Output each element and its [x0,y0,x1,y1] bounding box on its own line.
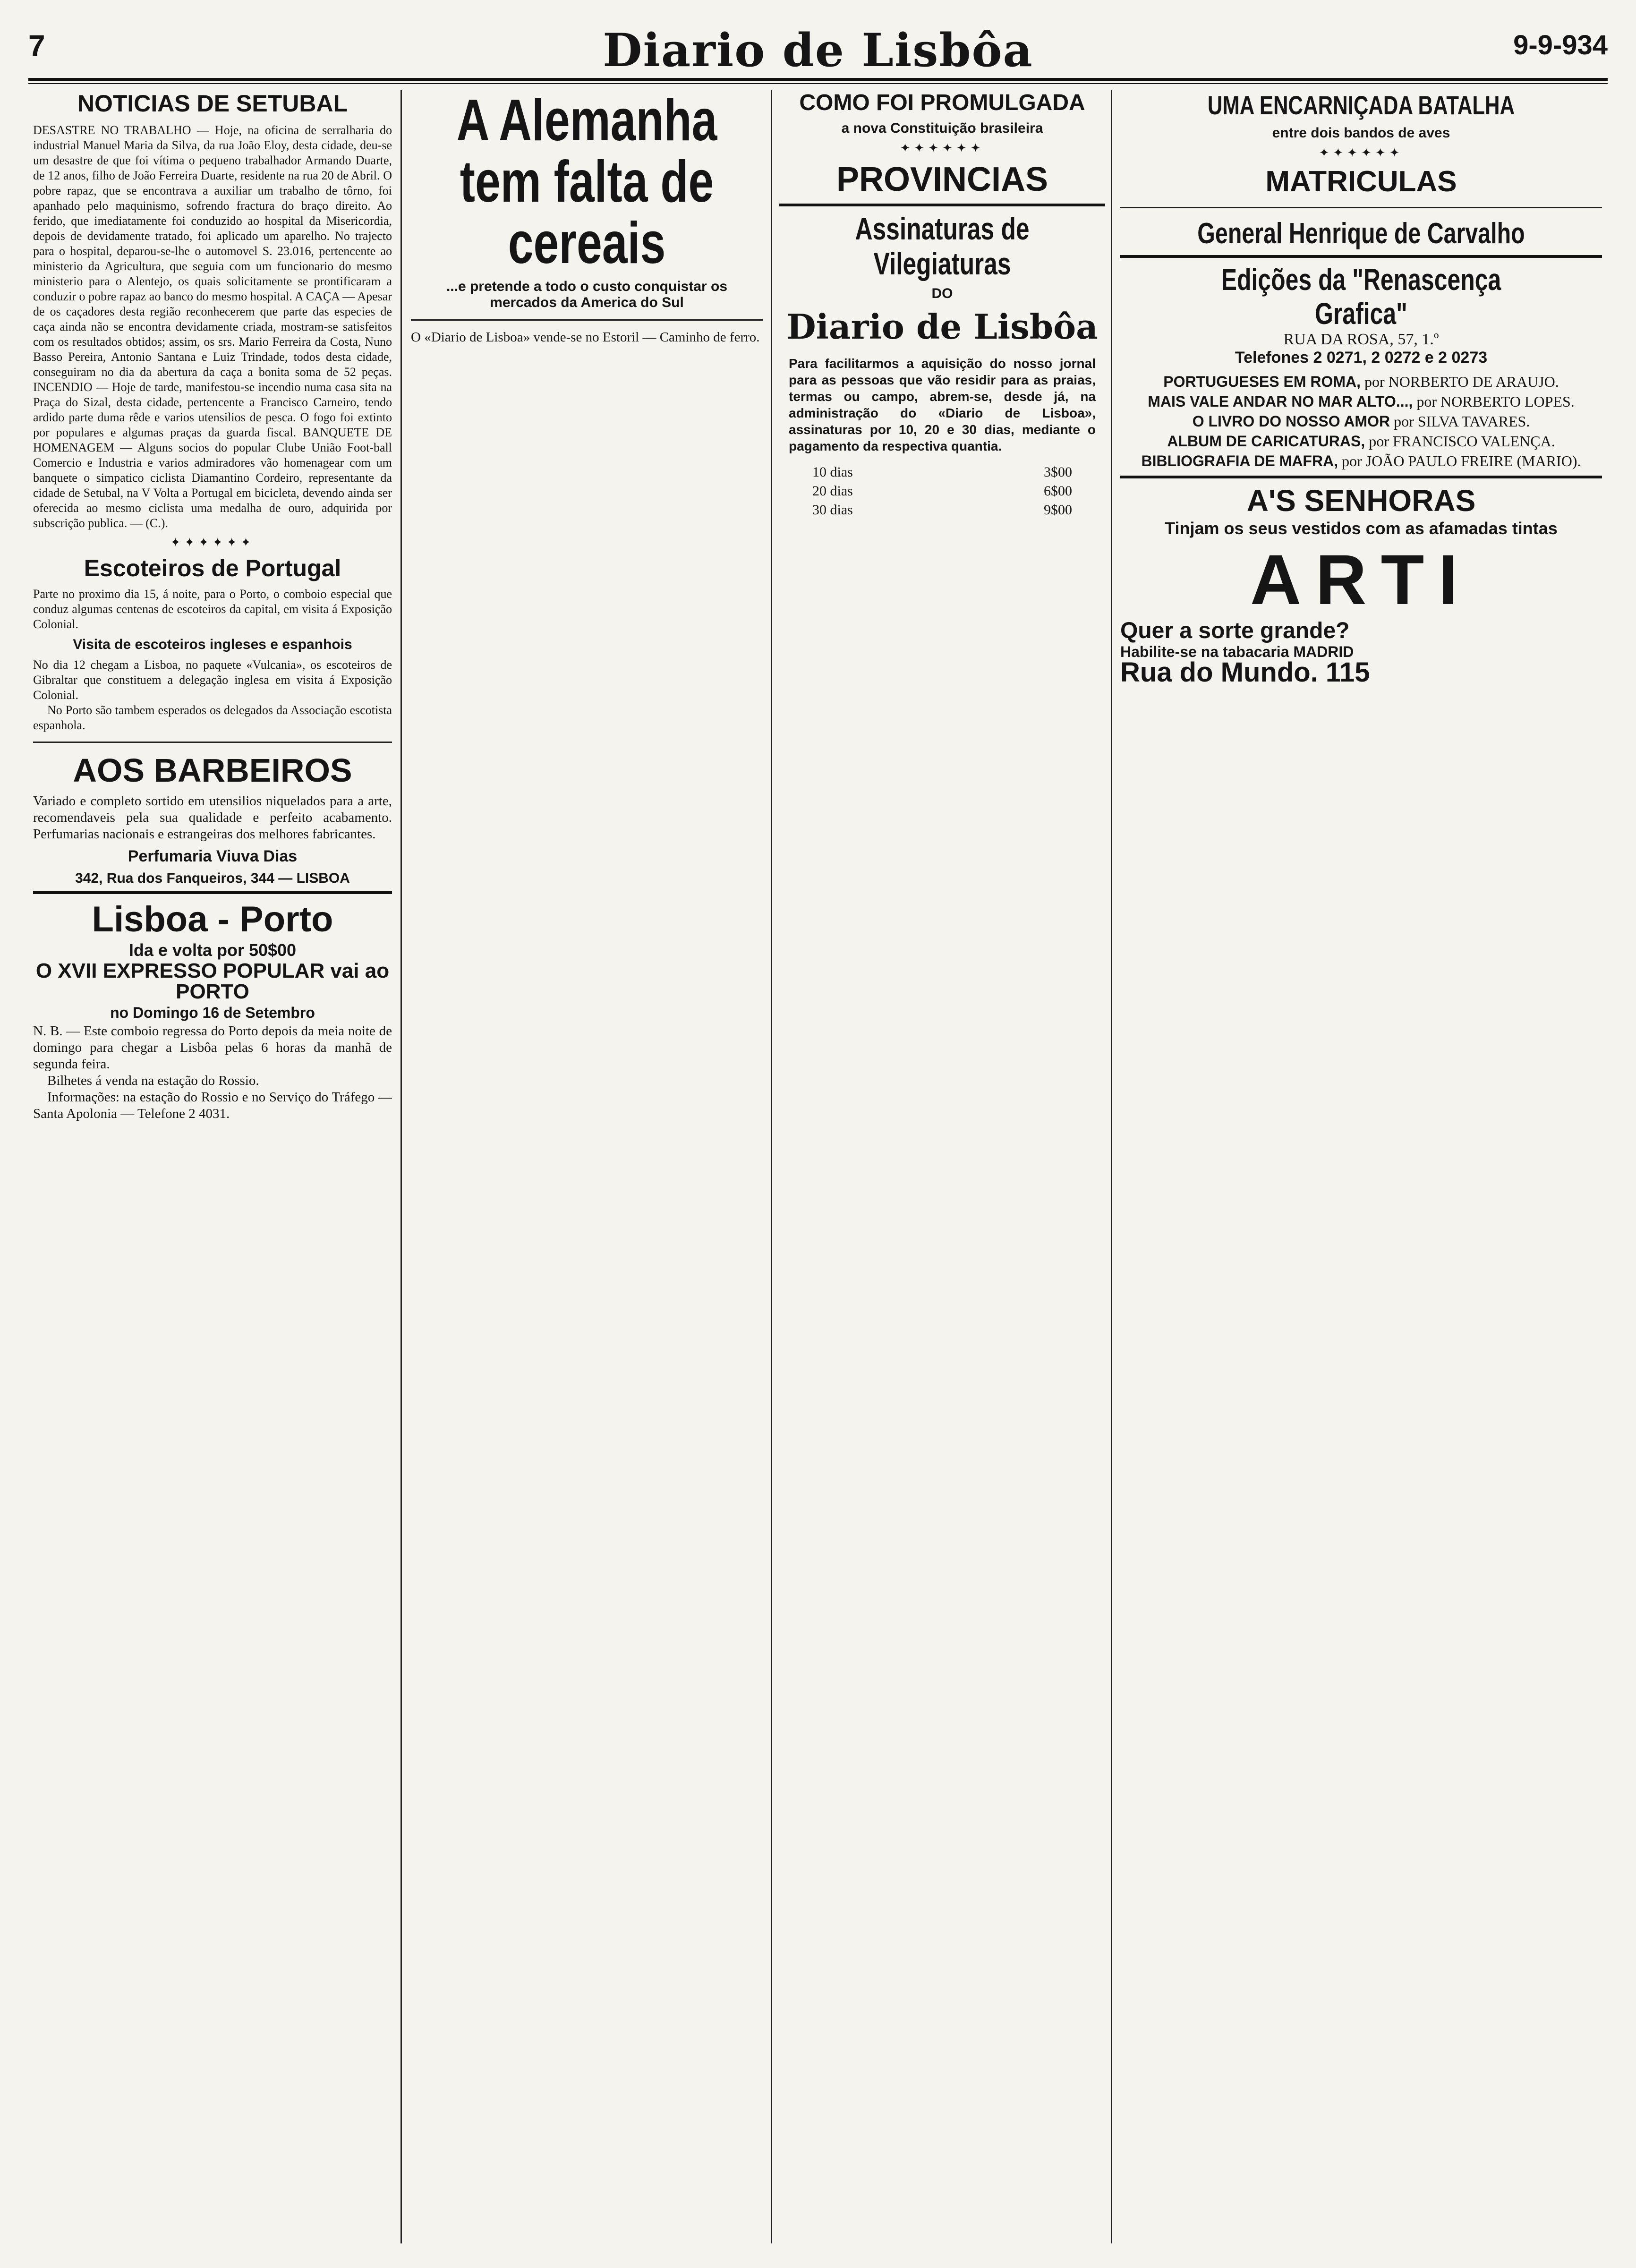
column-3 [779,90,1105,2243]
perfumaria-address: 342, Rua dos Fanqueiros, 344 — LISBOA [75,870,350,886]
assinaturas-do: DO [931,286,953,301]
column-2 [411,90,763,2243]
constituicao-headline: COMO FOI PROMULGADA [799,90,1085,115]
column-rule [400,90,402,2243]
edicoes-address: RUA DA ROSA, 57, 1.º [1283,331,1439,348]
senhoras-ad-text: Tinjam os seus vestidos com as afamadas tintas [1165,519,1558,538]
assinaturas-ad-title: Assinaturas de Vilegiaturas [855,211,1030,281]
setubal-article: DESASTRE NO TRABALHO — Hoje, na oficina de serralharia do industrial Manuel Maria da Silva, da rua João Eloy, desta cidade, deu-se um desastre de que foi vítima o pequeno trabalhador Armando Duarte, de 12 anos, filho de João Ferreira Duarte, residente na rua 20 de Abril. O pobre rapaz, que se encontrava a auxiliar um trabalho de tôrno, foi apanhado pelo maquinismo, sofrendo fractura do braço direito. Ao ferido, que imediatamente foi conduzido ao hospital da Misericordia, depois de devidamente tratado, foi aplicado um aparelho. No trajecto para o hospital, deparou-se-lhe o automovel S. 23.016, pertencente ao ministerio da Agricultura, que seguia com um funcionario do mesmo ministerio para o Alentejo, os quais solicitamente se prontificaram a conduzir o pobre rapaz ao banco do mesmo hospital. A CAÇA — Apesar de os caçadores desta região reconhecerem que parte das especies de caça ainda não se encontra devidamente criada, mostram-se satisfeitos com os resultados obtidos; assim, os srs. Mario Ferreira da Costa, Nuno Basso Pereira, Antonio Santana e Luiz Trindade, todos desta cidade, conseguiram no dia da abertura da caça a bonita soma de 52 peças. INCENDIO — Hoje de tarde, manifestou-se incendio numa casa sita na Praça do Sizal, desta cidade, pertencente a Francisco Carneiro, tendo ardido parte duma rêde e varios utensilios de pesca. O fogo foi extinto por populares e algumas praças da guarda fiscal. BANQUETE DE HOMENAGEM — Alguns socios do popular Clube União Foot-ball Comercio e Industria e varios admiradores vão homenagear com um banquete o simpatico ciclista Diamantino Cordeiro, representante da cidade de Setubal, na V Volta a Portugal em bicicleta, devendo ainda ser oferecida ao mesmo ciclista uma medalha de ouro, adquirida por subscrição publica. — (C.). [33,123,392,530]
ad-rule [33,891,392,894]
expresso-bilhetes: Bilhetes á venda na estação do Rossio. [47,1073,259,1088]
newspaper-title: Diario de Lisbôa [603,24,1033,77]
book-item: O LIVRO DO NOSSO AMOR por SILVA TAVARES. [1192,413,1530,430]
escoteiros-article-2: Parte no proximo dia 15, á noite, para o Porto, o comboio especial que conduz algumas centenas de escoteiros da capital, em visita á Exposição Colonial. [33,587,392,631]
ornament-divider: ✦✦✦✦✦✦ [170,536,255,549]
provincias-headline: PROVINCIAS [836,161,1048,198]
arti-brand: ARTI [1250,540,1472,619]
column-4 [1120,90,1602,2243]
price-row: 20 dias 6$00 [812,483,1072,499]
column-rule [1111,90,1112,2243]
book-list [1120,372,1602,471]
assinaturas-paper-name: Diario de Lisbôa [786,307,1098,347]
estoril-notice: O «Diario de Lisboa» vende-se no Estoril — Caminho de ferro. [411,330,760,345]
book-item: BIBLIOGRAFIA DE MAFRA, por JOÃO PAULO FREIRE (MARIO). [1141,452,1581,469]
expresso-nb: N. B. — Este comboio regressa do Porto depois da meia noite de domingo para chegar a Lisbôa pelas 6 horas da manhã de segunda feira. [33,1023,392,1072]
ad-rule [779,204,1105,206]
escoteiros-headline: Escoteiros de Portugal [84,555,341,581]
batalha-headline: UMA ENCARNIÇADA BATALHA [1207,90,1515,120]
ornament-divider: ✦✦✦✦✦✦ [900,141,985,155]
assinaturas-ad-text: Para facilitarmos a aquisição do nosso jornal para as pessoas que vão residir para as praias, termas ou campo, abrem-se, desde já, na administração do «Diario de Lisboa», assinaturas por 10, 20 e 30 dias, mediante o pagamento da respectiva quantia. [789,356,1096,453]
edicoes-telephones: Telefones 2 0271, 2 0272 e 2 0273 [1235,349,1488,367]
column-1 [33,90,392,2243]
ida-volta-price: Ida e volta por 50$00 [128,940,297,960]
alemanha-headline: A Alemanha tem falta de cereais [456,90,717,276]
expresso-popular: O XVII EXPRESSO POPULAR vai ao PORTO [35,959,390,1003]
batalha-subheadline: entre dois bandos de aves [1272,125,1450,141]
expresso-date: no Domingo 16 de Setembro [110,1004,315,1021]
carvalho-headline: General Henrique de Carvalho [1197,217,1525,250]
senhoras-ad-title: A'S SENHORAS [1246,484,1476,518]
visita-article-1: No dia 12 chegam a Lisboa, no paquete «Vulcania», os escoteiros de Gibraltar que constituem a delegação inglesa em visita á Exposição Colonial. [33,658,392,702]
matriculas-headline: MATRICULAS [1265,165,1457,198]
book-item: MAIS VALE ANDAR NO MAR ALTO..., por NORBERTO LOPES. [1148,393,1575,410]
ad-rule [1120,476,1602,478]
lisboa-porto-ad-title: Lisboa - Porto [92,899,333,939]
price-row: 10 dias 3$00 [812,464,1072,480]
visita-subheading: Visita de escoteiros ingleses e espanhois [73,637,352,652]
assinaturas-price-table [779,463,1105,520]
section-rule [33,742,392,743]
book-item: PORTUGUESES EM ROMA, por NORBERTO DE ARAUJO. [1163,373,1559,390]
rua-do-mundo: Rua do Mundo. 115 [1120,657,1370,688]
tabacaria-madrid: Habilite-se na tabacaria MADRID [1120,643,1354,660]
sorte-grande: Quer a sorte grande? [1120,618,1350,643]
constituicao-subheadline: a nova Constituição brasileira [841,120,1043,136]
expresso-informacoes: Informações: na estação do Rossio e no Serviço do Tráfego — Santa Apolonia — Telefone 2 4031. [33,1090,392,1121]
barbeiros-ad-title: AOS BARBEIROS [73,752,352,789]
page-number: 7 [28,29,45,63]
ornament-divider: ✦✦✦✦✦✦ [1319,146,1404,160]
edicoes-ad-title: Edições da "Renascença Grafica" [1221,263,1501,331]
column-rule [771,90,772,2243]
masthead-rule [28,78,1608,81]
ad-rule [1120,255,1602,258]
alemanha-subheadline: ...e pretende a todo o custo conquistar os mercados da America do Sul [446,279,728,310]
barbeiros-ad-text: Variado e completo sortido em utensilios niquelados para a arte, recomendaveis pela sua qualidade e perfeito acabamento. Perfumarias nacionais e estrangeiras dos melhores fabricantes. [33,793,392,842]
masthead-rule-thin [28,83,1608,84]
price-row: 30 dias 9$00 [812,502,1072,518]
section-rule [1120,207,1602,208]
perfumaria-name: Perfumaria Viuva Dias [128,847,298,865]
book-item: ALBUM DE CARICATURAS, por FRANCISCO VALENÇA. [1167,433,1555,450]
visita-article-2: No Porto são tambem esperados os delegados da Associação escotista espanhola. [33,703,392,732]
issue-date: 9-9-934 [1513,30,1608,60]
setubal-headline: NOTICIAS DE SETUBAL [77,90,348,117]
section-rule [411,319,763,321]
